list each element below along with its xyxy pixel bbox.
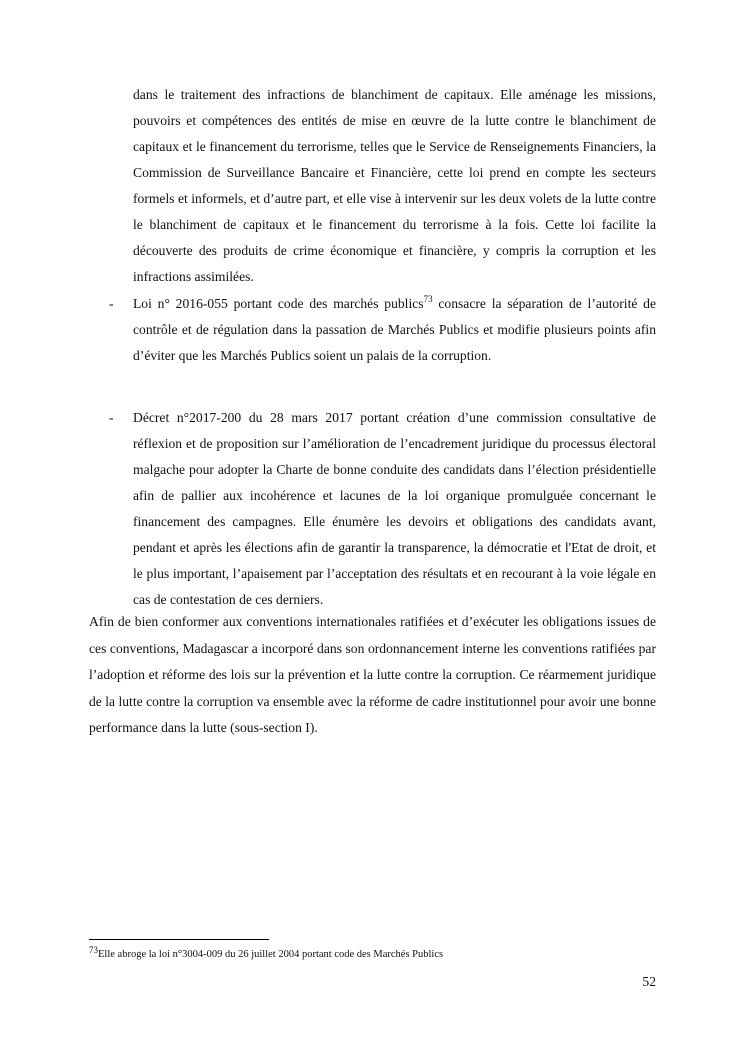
list-item-text: Loi n° 2016-055 portant code des marchés publics [133,296,424,311]
page-number: 52 [642,974,656,989]
footnote-number: 73 [89,945,98,955]
list-item-loi-2016-055 [133,291,656,369]
paragraph-continuation: dans le traitement des infractions de blanchiment de capitaux. Elle aménage les missions, pouvoirs et compétences des entités de mise en œuvre de la lutte contre le blanchiment de capitaux et le financement du terrorisme, telles que le Service de Renseignements Financiers, la Commission de Surveillance Bancaire et Financière, cette loi prend en compte les secteurs formels et informels, et d’autre part, et elle vise à intervenir sur les deux volets de la lutte contre le blanchiment de capitaux et le financement du terrorisme à la fois. Cette loi facilite la découverte des produits de crime économique et financière, y compris la corruption et les infractions assimilées. [133,87,656,284]
closing-paragraph: Afin de bien conformer aux conventions internationales ratifiées et d’exécuter les obligations issues de ces conventions, Madagascar a incorporé dans son ordonnancement interne les conventions ratifiées par l’adoption et réforme des lois sur la prévention et la lutte contre la corruption. Ce réarmement juridique de la lutte contre la corruption va ensemble avec la réforme de cadre institutionnel pour avoir une bonne performance dans la lutte (sous-section I). [89,614,656,735]
list-bullet-dash: - [109,296,114,311]
list-bullet-dash: - [109,410,114,425]
list-item-decret-2017-200: Décret n°2017-200 du 28 mars 2017 portant création d’une commission consultative de réflexion et de proposition sur l’amélioration de l’encadrement juridique du processus électoral malgache pour adopter la Charte de bonne conduite des candidats dans l’élection présidentielle afin de pallier aux incohérence et lacunes de la loi organique promulguée concernant le financement des campagnes. Elle énumère les devoirs et obligations des candidats avant, pendant et après les élections afin de garantir la transparence, la démocratie et l'Etat de droit, et le plus important, l’apaisement par l’acceptation des résultats et en recourant à la voie légale en cas de contestation de ces derniers. [133,410,656,607]
footnote-separator [89,939,269,940]
footnote-reference[interactable]: 73 [423,294,433,304]
footnote [89,946,649,964]
footnote-text: Elle abroge la loi n°3004-009 du 26 juillet 2004 portant code des Marchés Publics [98,949,444,960]
list-item-text-continued: consacre la séparation de l’autorité de contrôle et de régulation dans la passation de Marchés Publics et modifie plusieurs points afin d’éviter que les Marchés Publics soient un palais de la corruption. [133,296,656,363]
